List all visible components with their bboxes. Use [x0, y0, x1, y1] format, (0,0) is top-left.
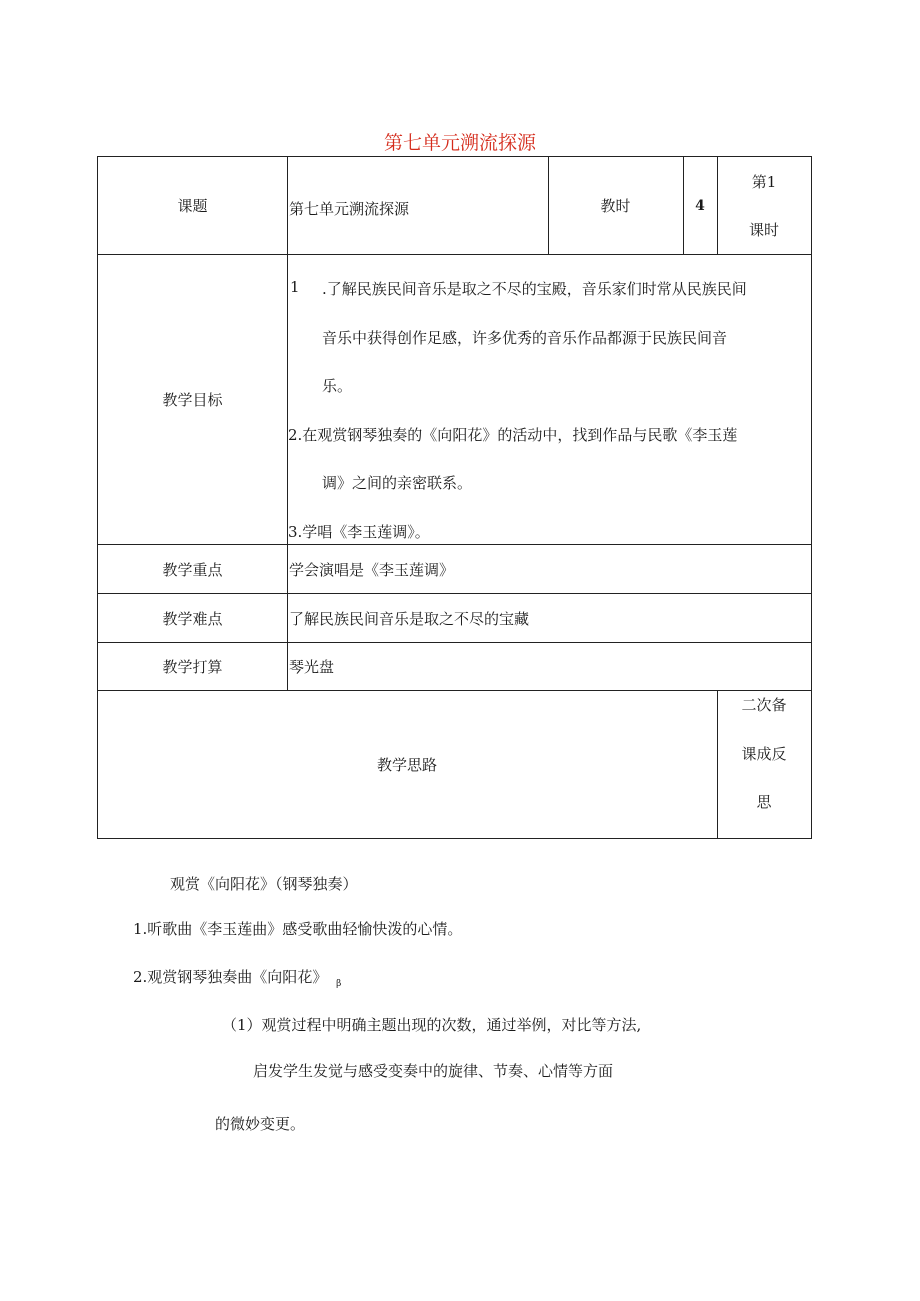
body-line-1: 观赏《向阳花》（钢琴独奏）: [170, 875, 358, 893]
lesson-number-line1: 第1: [751, 173, 777, 191]
difficulty-label: 教学难点: [162, 609, 223, 628]
goal-1-line-1: .了解民族民间音乐是取之不尽的宝殿，音乐家们时常从民族民间: [322, 280, 747, 298]
preparation-label: 教学打算: [162, 658, 223, 676]
body-line-4: （1）观赏过程中明确主题出现的次数，通过举例，对比等方法,: [222, 1016, 642, 1034]
reflection-line-1: 二次备: [741, 696, 787, 714]
body-line-3-text: 2.观赏钢琴独奏曲《向阳花》: [133, 968, 328, 986]
body-line-6: 的微妙变更。: [215, 1115, 306, 1133]
goal-2-line-1: 2.在观赏钢琴独奏的《向阳花》的活动中，找到作品与民歌《李玉莲: [288, 426, 738, 444]
key-point-label: 教学重点: [162, 560, 223, 579]
document-title: 第七单元溯流探源: [383, 132, 536, 154]
difficulty-value: 了解民族民间音乐是取之不尽的宝藏: [289, 610, 530, 628]
preparation-value: 琴光盘: [289, 658, 335, 676]
goal-1-line-3: 乐。: [322, 377, 353, 395]
reflection-line-3: 思: [756, 793, 772, 811]
reflection-line-2: 课成反: [741, 745, 787, 763]
body-line-3-mark: β: [336, 979, 342, 989]
hours-value: 4: [695, 197, 705, 214]
topic-label: 课题: [177, 197, 208, 215]
goal-3-line-1: 3.学唱《李玉莲调》。: [288, 523, 430, 541]
approach-label: 教学思路: [376, 756, 437, 774]
body-line-2: 1.听歌曲《李玉莲曲》感受歌曲轻愉快泼的心情。: [133, 920, 463, 938]
body-line-3: [133, 966, 341, 987]
goals-label: 教学目标: [162, 391, 223, 409]
body-line-5: 启发学生发觉与感受变奏中的旋律、节奏、心情等方面: [253, 1062, 614, 1080]
topic-value: 第七单元溯流探源: [289, 200, 410, 218]
lesson-number-line2: 课时: [748, 221, 779, 239]
goal-1-number: 1: [290, 278, 300, 296]
goal-2-line-2: 调》之间的亲密联系。: [322, 474, 473, 492]
hours-label: 教时: [600, 197, 631, 215]
goal-1-line-2: 音乐中获得创作足感，许多优秀的音乐作品都源于民族民间音: [322, 329, 728, 347]
key-point-value: 学会演唱是《李玉莲调》: [289, 561, 455, 579]
